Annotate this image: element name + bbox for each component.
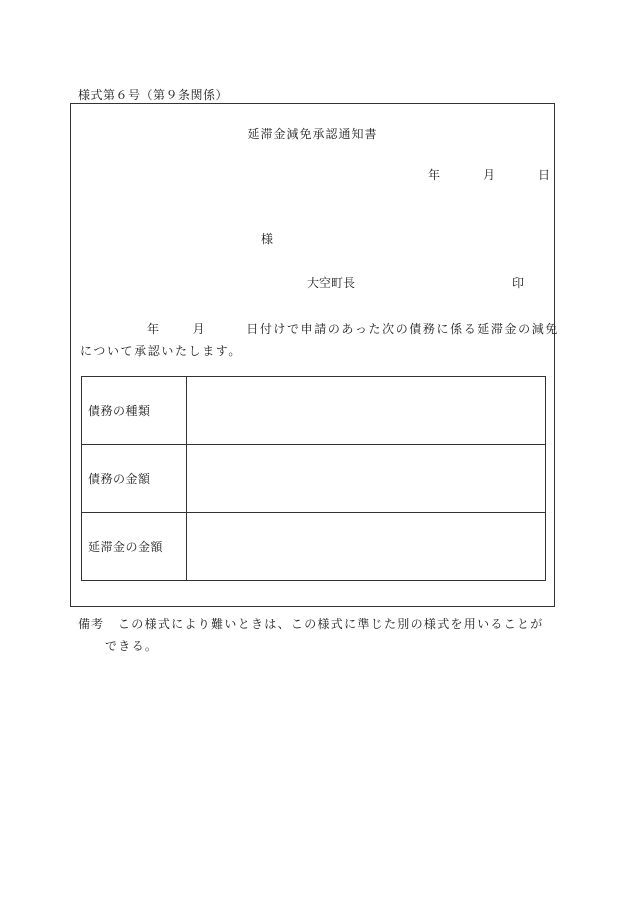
body-year-label: 年: [147, 322, 161, 336]
notice-body: [80, 318, 559, 362]
debt-info-table: [81, 376, 546, 581]
table-row: [82, 445, 546, 513]
seal-mark: 印: [512, 276, 525, 290]
row-value-debt-amount: [187, 445, 546, 513]
date-day-label: 日: [538, 168, 551, 182]
body-month-label: 月: [192, 322, 207, 336]
table-row: [82, 513, 546, 581]
date-month-label: 月: [483, 168, 496, 182]
form-number: 様式第６号（第９条関係）: [78, 88, 229, 102]
remarks-text-line2: できる。: [105, 639, 159, 653]
remarks-heading: 備考: [78, 617, 105, 631]
addressee-suffix: 様: [261, 232, 274, 246]
row-label-debt-amount: 債務の金額: [82, 445, 187, 513]
row-label-debt-type: 債務の種類: [82, 377, 187, 445]
notice-body-line2: について承認いたします。: [80, 344, 243, 358]
body-text-after-date: 日付けで申請のあった次の債務に係る延滞金の減免: [246, 322, 559, 336]
date-year-label: 年: [428, 168, 441, 182]
row-value-late-fee-amount: [187, 513, 546, 581]
row-value-debt-type: [187, 377, 546, 445]
remarks: [78, 613, 558, 657]
row-label-late-fee-amount: 延滞金の金額: [82, 513, 187, 581]
table-row: [82, 377, 546, 445]
remarks-text-line1: この様式により難いときは、この様式に準じた別の様式を用いることが: [118, 617, 544, 631]
issuer-name: 大空町長: [307, 276, 356, 290]
notice-frame: [70, 103, 559, 607]
document-title: 延滞金減免承認通知書: [247, 127, 378, 141]
notice-body-line1: [80, 318, 559, 340]
